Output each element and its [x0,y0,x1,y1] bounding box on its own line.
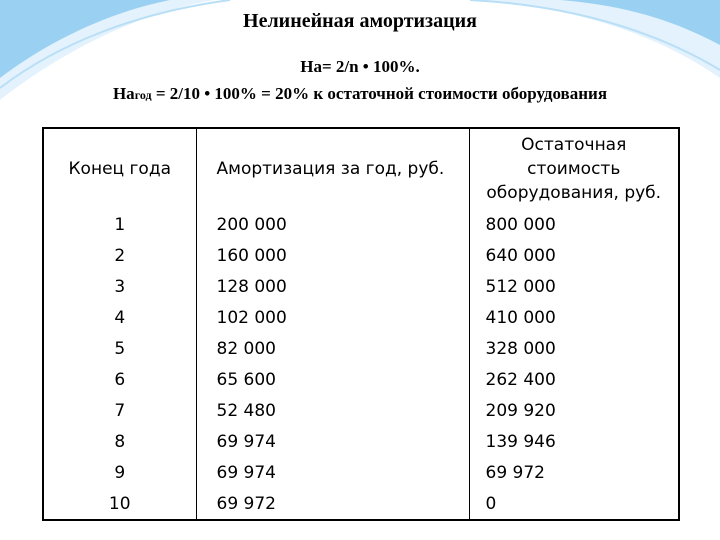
header-year-end: Конец года [68,159,172,179]
annual-rate-formula [0,84,720,104]
cell-depreciation: 128 000 [196,271,469,302]
cell-depreciation: 69 972 [196,488,469,520]
table-row [43,302,679,333]
table-row [43,457,679,488]
cell-depreciation: 102 000 [196,302,469,333]
formula-rest: = 2/10 • 100% = 20% к остаточной стоимости оборудования [151,84,608,103]
table-header-row [43,128,679,209]
cell-year: 4 [114,307,126,328]
cell-residual: 410 000 [469,302,679,333]
page-title: Нелинейная амортизация [243,10,477,32]
cell-year: 8 [114,431,126,452]
cell-depreciation: 52 480 [196,395,469,426]
depreciation-rate-formula: На= 2/n • 100%. [300,57,420,76]
table-row [43,271,679,302]
cell-year: 5 [114,338,126,359]
cell-residual: 262 400 [469,364,679,395]
header-residual-value: Остаточная стоимость оборудования, руб. [469,128,679,209]
cell-year: 2 [114,245,126,266]
cell-residual: 69 972 [469,457,679,488]
table-row [43,395,679,426]
cell-year: 3 [114,276,126,297]
cell-residual: 209 920 [469,395,679,426]
cell-depreciation: 160 000 [196,240,469,271]
table-body [43,209,679,520]
table-row [43,488,679,520]
cell-depreciation: 82 000 [196,333,469,364]
formula-subscript: год [134,88,152,102]
cell-year: 1 [114,214,126,235]
cell-depreciation: 65 600 [196,364,469,395]
cell-year: 9 [114,462,126,483]
depreciation-table [42,127,680,521]
table-row [43,209,679,240]
cell-residual: 640 000 [469,240,679,271]
cell-residual: 512 000 [469,271,679,302]
table-row [43,240,679,271]
cell-residual: 139 946 [469,426,679,457]
table-row [43,364,679,395]
cell-depreciation: 69 974 [196,457,469,488]
table-row [43,426,679,457]
cell-residual: 800 000 [469,209,679,240]
table-row [43,333,679,364]
cell-year: 10 [108,493,131,514]
cell-residual: 328 000 [469,333,679,364]
header-annual-depreciation: Амортизация за год, руб. [196,128,469,209]
cell-depreciation: 200 000 [196,209,469,240]
cell-year: 7 [114,400,126,421]
cell-depreciation: 69 974 [196,426,469,457]
cell-year: 6 [114,369,126,390]
formula-prefix: На [112,84,135,103]
cell-residual: 0 [469,488,679,520]
